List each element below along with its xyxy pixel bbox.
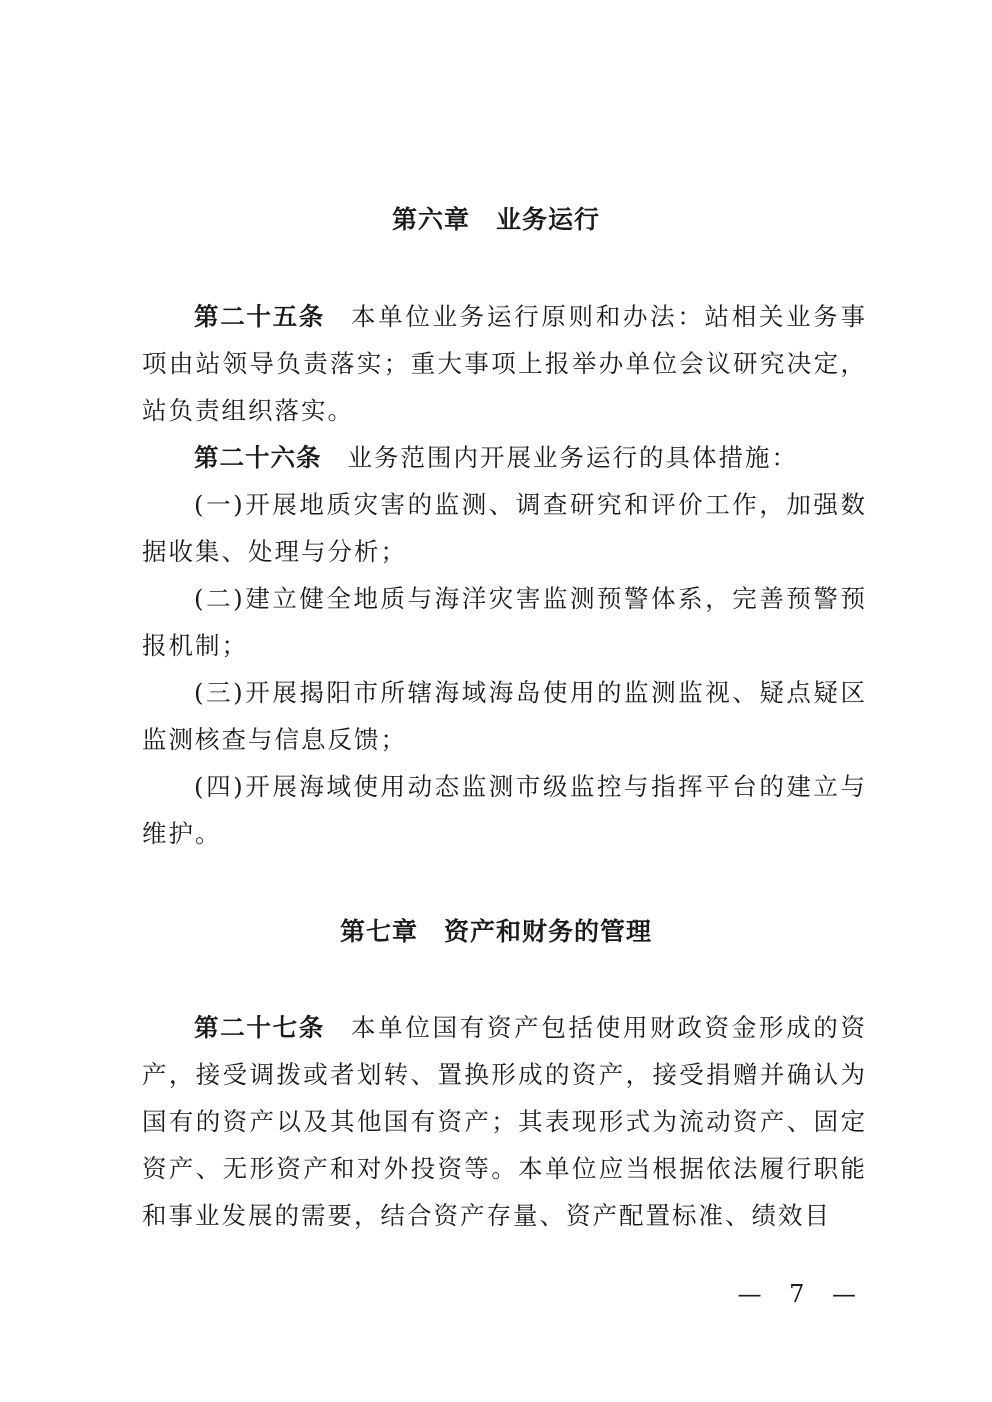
article-27-text: 本单位国有资产包括使用财政资金形成的资产，接受调拨或者划转、置换形成的资产，接受捐赠并确认为国有的资产以及其他国有资产；其表现形式为流动资产、固定资产、无形资产和对外投资等。本单位应当根据依法履行职能和事业发展的需要，结合资产存量、资产配置标准、绩效目 (142, 1013, 868, 1230)
page-number: — 7 — (737, 1280, 866, 1308)
article-27 (142, 1004, 867, 1239)
article-26-item-3: (三)开展揭阳市所辖海域海岛使用的监测监视、疑点疑区监测核查与信息反馈； (142, 678, 867, 754)
article-26-text: 业务范围内开展业务运行的具体措施： (347, 443, 798, 472)
article-26-item-2: (二)建立健全地质与海洋灾害监测预警体系，完善预警预报机制； (142, 584, 867, 660)
article-25-text: 本单位业务运行原则和办法：站相关业务事项由站领导负责落实；重大事项上报举办单位会议研究决定，站负责组织落实。 (142, 302, 868, 425)
article-27-label: 第二十七条 (194, 1013, 325, 1042)
chapter-seven-heading: 第七章 资产和财务的管理 (339, 917, 652, 946)
chapter-six-heading: 第六章 业务运行 (391, 205, 600, 234)
article-26-item-1: (一)开展地质灾害的监测、调查研究和评价工作，加强数据收集、处理与分析； (142, 490, 867, 566)
article-25-label: 第二十五条 (194, 302, 325, 331)
article-26 (142, 434, 867, 481)
article-25 (142, 293, 867, 434)
article-26-label: 第二十六条 (194, 443, 322, 472)
article-26-item-4: (四)开展海域使用动态监测市级监控与指挥平台的建立与维护。 (142, 772, 867, 848)
